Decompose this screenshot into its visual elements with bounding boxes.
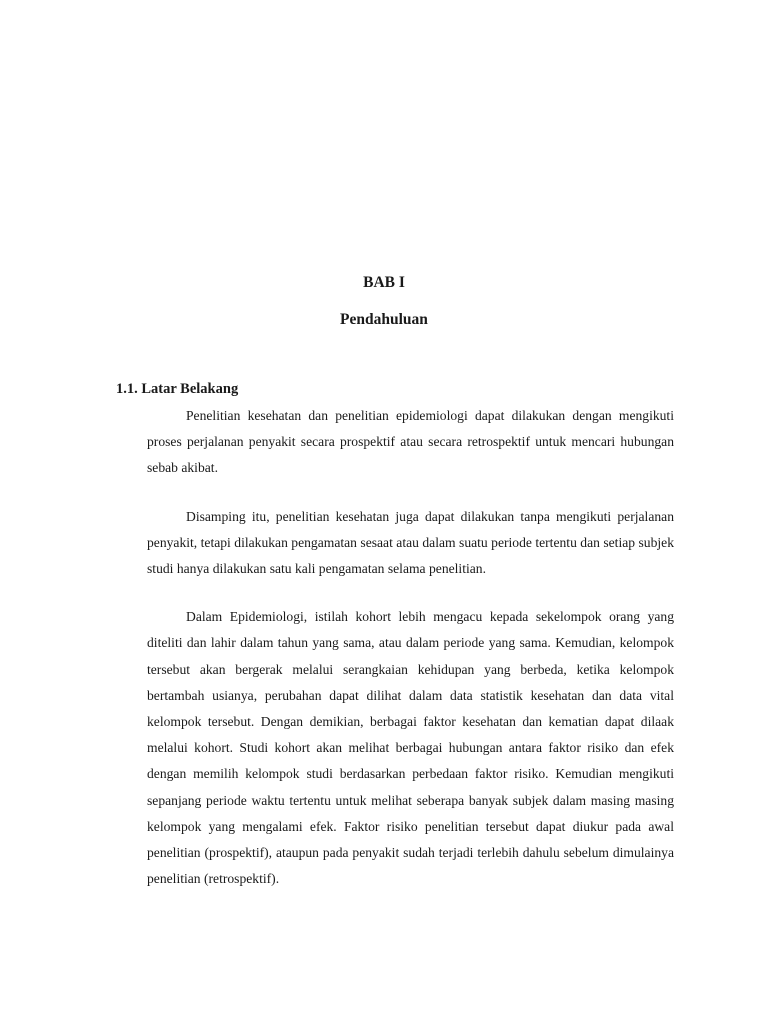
section-heading: 1.1. Latar Belakang: [116, 381, 239, 397]
paragraph-3: Dalam Epidemiologi, istilah kohort lebih mengacu kepada sekelompok orang yang diteliti dan lahir dalam tahun yang sama, atau dalam periode yang sama. Kemudian, kelompok tersebut akan bergerak melalui serangkaian kehidupan yang berbeda, ketika kelompok bertambah usianya, perubahan dapat dilihat dalam data statistik kesehatan dan data vital kelompok tersebut. Dengan demikian, berbagai faktor kesehatan dan kematian dapat dilaak melalui kohort. Studi kohort akan melihat berbagai hubungan antara faktor risiko dan efek dengan memilih kelompok studi berdasarkan perbedaan faktor risiko. Kemudian mengikuti sepanjang periode waktu tertentu untuk melihat seberapa banyak subjek dalam masing masing kelompok yang mengalami efek. Faktor risiko penelitian tersebut dapat diukur pada awal penelitian (prospektif), ataupun pada penyakit sudah terjadi terlebih dahulu sebelum dimulainya penelitian (retrospektif).: [147, 609, 674, 887]
paragraph-1: Penelitian kesehatan dan penelitian epidemiologi dapat dilakukan dengan mengikuti proses perjalanan penyakit secara prospektif atau secara retrospektif untuk mencari hubungan sebab akibat.: [147, 408, 674, 476]
body-text: [147, 403, 674, 914]
chapter-title: Pendahuluan: [340, 311, 428, 328]
chapter-number: BAB I: [363, 274, 405, 291]
paragraph-2: Disamping itu, penelitian kesehatan juga dapat dilakukan tanpa mengikuti perjalanan penyakit, tetapi dilakukan pengamatan sesaat atau dalam suatu periode tertentu dan setiap subjek studi hanya dilakukan satu kali pengamatan selama penelitian.: [147, 508, 674, 577]
